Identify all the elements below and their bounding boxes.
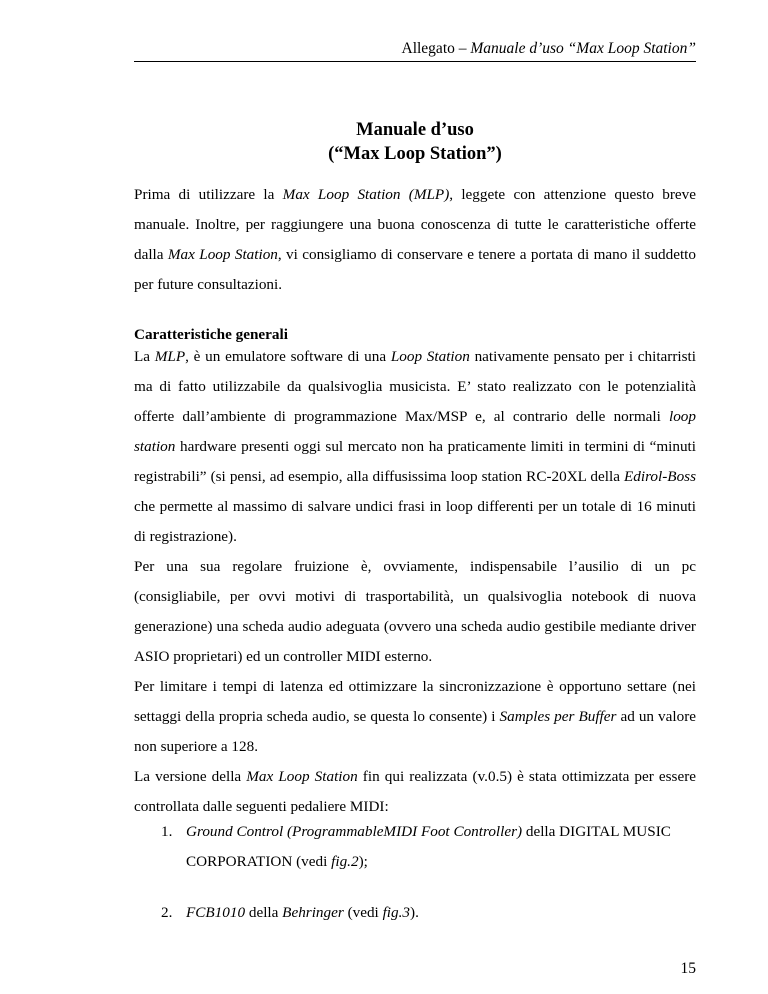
p1-text-1: La: [134, 348, 155, 365]
general-section-body: [134, 342, 696, 822]
general-paragraph-2: Per una sua regolare fruizione è, ovviamente, indispensabile l’ausilio di un pc (consigliabile, per ovvi motivi di trasportabilità, un qualsivoglia notebook di nuova generazione) una scheda audio adeguata (ovvero una scheda audio gestibile mediante driver ASIO proprietari) ed un controller MIDI esterno.: [134, 558, 696, 665]
p1-italic-2: Loop Station: [390, 348, 470, 365]
general-paragraph-1: [134, 342, 696, 552]
title-line-1: Manuale d’uso: [356, 120, 474, 140]
p4-italic-1: Max Loop Station: [246, 768, 358, 785]
list-item-1-italic-2: fig.2: [331, 853, 359, 870]
header-title: Manuale d’uso “Max Loop Station”: [470, 40, 696, 57]
intro-italic-1: Max Loop Station (MLP): [282, 186, 450, 203]
list-item-2-text-3: ).: [410, 904, 419, 921]
p3-text-2: ad un valore non superiore a 128.: [134, 708, 696, 755]
intro-paragraph: [134, 180, 696, 300]
p1-italic-4: Edirol-Boss: [624, 468, 696, 485]
intro-text-2: , leggete con attenzione questo breve manuale. Inoltre, per raggiungere una buona conoscenza di tutte le caratteristiche offerte dalla: [134, 186, 697, 263]
list-number: 1.: [161, 823, 173, 840]
page-number: 15: [680, 960, 696, 977]
list-item-1-text-2: );: [358, 853, 368, 870]
p1-italic-3: loop station: [134, 408, 696, 455]
header-rule: [134, 61, 696, 62]
list-item-2-text-2: (vedi: [343, 904, 383, 921]
p1-text-3: nativamente pensato per i chitarristi ma di fatto utilizzabile da qualsivoglia musicista. E’ stato realizzato con le potenzialità offerte dall’ambiente di programmazione Max/MSP e, al contrario delle normali: [134, 348, 696, 425]
list-item-2-italic-1: FCB1010: [186, 904, 246, 921]
p1-text-4: hardware presenti oggi sul mercato non ha praticamente limiti in termini di “minuti registrabili” (si pensi, ad esempio, alla diffusissima loop station RC-20XL della: [134, 438, 696, 485]
list-item-2-text-1: della: [245, 904, 283, 921]
list-item-2-italic-3: fig.3: [382, 904, 411, 921]
list-item-1-italic-1: Ground Control (ProgrammableMIDI Foot Controller): [186, 823, 523, 840]
intro-text-1: Prima di utilizzare la: [134, 186, 283, 203]
intro-text-3: , vi consigliamo di conservare e tenere a portata di mano il suddetto per future consultazioni.: [134, 246, 697, 293]
p1-text-2: , è un emulatore software di una: [185, 348, 391, 365]
title-line-2: (“Max Loop Station”): [328, 144, 502, 164]
p4-text-2: fin qui realizzata (v.0.5) è stata ottimizzata per essere controllata dalle seguenti pedaliere MIDI:: [134, 768, 697, 815]
general-paragraph-3: [134, 672, 696, 762]
intro-italic-2: Max Loop Station: [167, 246, 278, 263]
header-prefix: Allegato –: [401, 40, 471, 57]
list-number: 2.: [161, 904, 173, 921]
page-title: [134, 118, 696, 166]
list-item: [161, 817, 696, 877]
p4-text-1: La versione della: [134, 768, 247, 785]
p3-text-1: Per limitare i tempi di latenza ed ottimizzare la sincronizzazione è opportuno settare (nei settaggi della propria scheda audio, se questa lo consente) i: [134, 678, 696, 725]
section-heading: Caratteristiche generali: [134, 326, 288, 343]
p1-italic-1: MLP: [154, 348, 186, 365]
list-item: [161, 898, 696, 928]
p1-text-5: che permette al massimo di salvare undici frasi in loop differenti per un totale di 16 minuti di registrazione).: [134, 498, 696, 545]
list-item-1-text-1: della DIGITAL MUSIC CORPORATION (vedi: [186, 823, 671, 870]
running-header: [134, 40, 696, 58]
p3-italic-1: Samples per Buffer: [499, 708, 617, 725]
list-item-2-italic-2: Behringer: [282, 904, 344, 921]
general-paragraph-4: [134, 762, 696, 822]
